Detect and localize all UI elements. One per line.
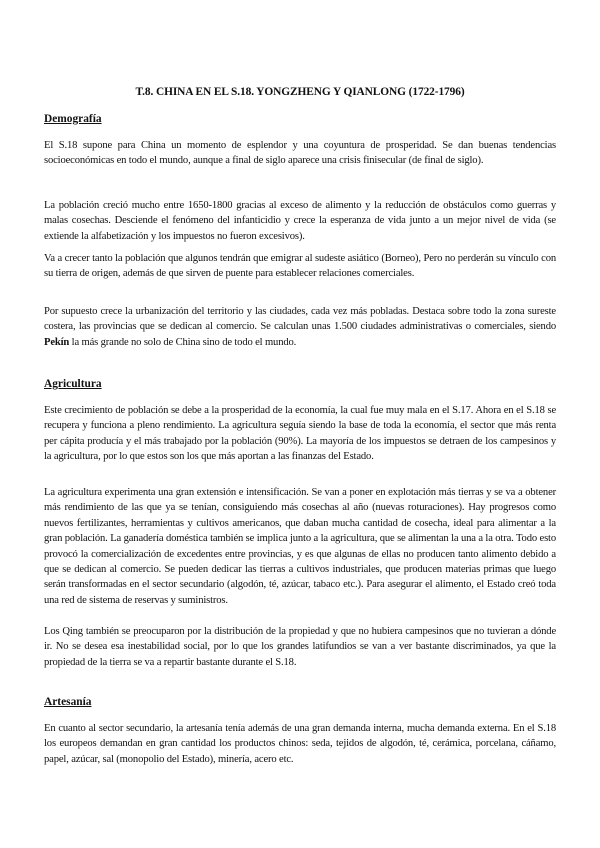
- section-heading-agricultura: Agricultura: [44, 378, 102, 390]
- demografia-paragraph-2: La población creció mucho entre 1650-1800 gracias al exceso de alimento y la reducción de obstáculos como guerras y malas cosechas. Desciende el fenómeno del infanticidio y crece la esperanza de vida junto a un mejor nivel de vida (se extiende la alfabetización y los impuestos no fueron excesivos).: [44, 200, 556, 242]
- artesania-paragraph-1: En cuanto al sector secundario, la artesanía tenía además de una gran demanda interna, mucha demanda externa. En el S.18 los europeos demandan en gran cantidad los productos chinos: seda, tejidos de algodón, té, cerámica, porcelana, cáñamo, papel, azúcar, sal (monopolio del Estado), minería, acero etc.: [44, 723, 556, 765]
- city-name-pekin: Pekín: [44, 336, 70, 348]
- agricultura-paragraph-3: Los Qing también se preocuparon por la distribución de la propiedad y que no hubiera campesinos que no tuvieran a dónde ir. No se desea esa inestabilidad social, por lo que los grandes latifundios se van a ver bastante discriminados, ya que la propiedad de la tierra se va a repartir bastante durante el S.18.: [44, 626, 556, 668]
- section-heading-artesania: Artesanía: [44, 696, 92, 708]
- section-heading-demografia: Demografía: [44, 113, 102, 125]
- demografia-p4-text-b: la más grande no solo de China sino de todo el mundo.: [69, 336, 297, 348]
- agricultura-paragraph-1: Este crecimiento de población se debe a la prosperidad de la economía, la cual fue muy mala en el S.17. Ahora en el S.18 se recupera y funciona a pleno rendimiento. La agricultura seguía siendo la base de toda la economía, el sector que más renta per cápita producía y el más trabajado por la población (90%). La mayoría de los impuestos se detraen de los campesinos y la agricultura, por lo que estos son los que más aportan a las finanzas del Estado.: [44, 405, 556, 463]
- agricultura-paragraph-2: La agricultura experimenta una gran extensión e intensificación. Se van a poner en explotación más tierras y se va a obtener más rendimiento de las que ya se tenían, consiguiendo más cosechas al año (nuevas roturaciones). Hay progresos como nuevos fertilizantes, herramientas y cultivos americanos, que daban mucha cantidad de cosecha, ideal para alimentar a la gran población. La ganadería doméstica también se implica junto a la agricultura, que se alimentan la una a la otra. Todo esto provocó la comercialización de excedentes entre provincias, y es que algunas de ellas no producen tanto alimento debido a que se dedican al comercio. Se pueden dedicar las tierras a cultivos industriales, que producen materias primas que luego serán transformadas en el sector secundario (algodón, té, azúcar, tabaco etc.). Para asegurar el alimento, el Estado creó toda una red de sistema de reservas y suministros.: [44, 487, 556, 606]
- demografia-paragraph-3: Va a crecer tanto la población que algunos tendrán que emigrar al sudeste asiático (Borneo), Pero no perderán su vínculo con su tierra de origen, además de que sirven de puente para establecer relaciones comerciales.: [44, 253, 556, 280]
- demografia-p4-text-a: Por supuesto crece la urbanización del territorio y las ciudades, cada vez más pobladas. Destaca sobre todo la zona sureste costera, las provincias que se dedican al comercio. Se calculan unas 1.500 ciudades administrativas o comerciales, siendo: [44, 306, 556, 333]
- demografia-paragraph-1: El S.18 supone para China un momento de esplendor y una coyuntura de prosperidad. Se dan buenas tendencias socioeconómicas en todo el mundo, aunque a final de siglo aparece una crisis finisecular (de final de siglo).: [44, 140, 556, 167]
- document-title: T.8. CHINA EN EL S.18. YONGZHENG Y QIANLONG (1722-1796): [135, 86, 465, 98]
- demografia-paragraph-4: [44, 304, 556, 350]
